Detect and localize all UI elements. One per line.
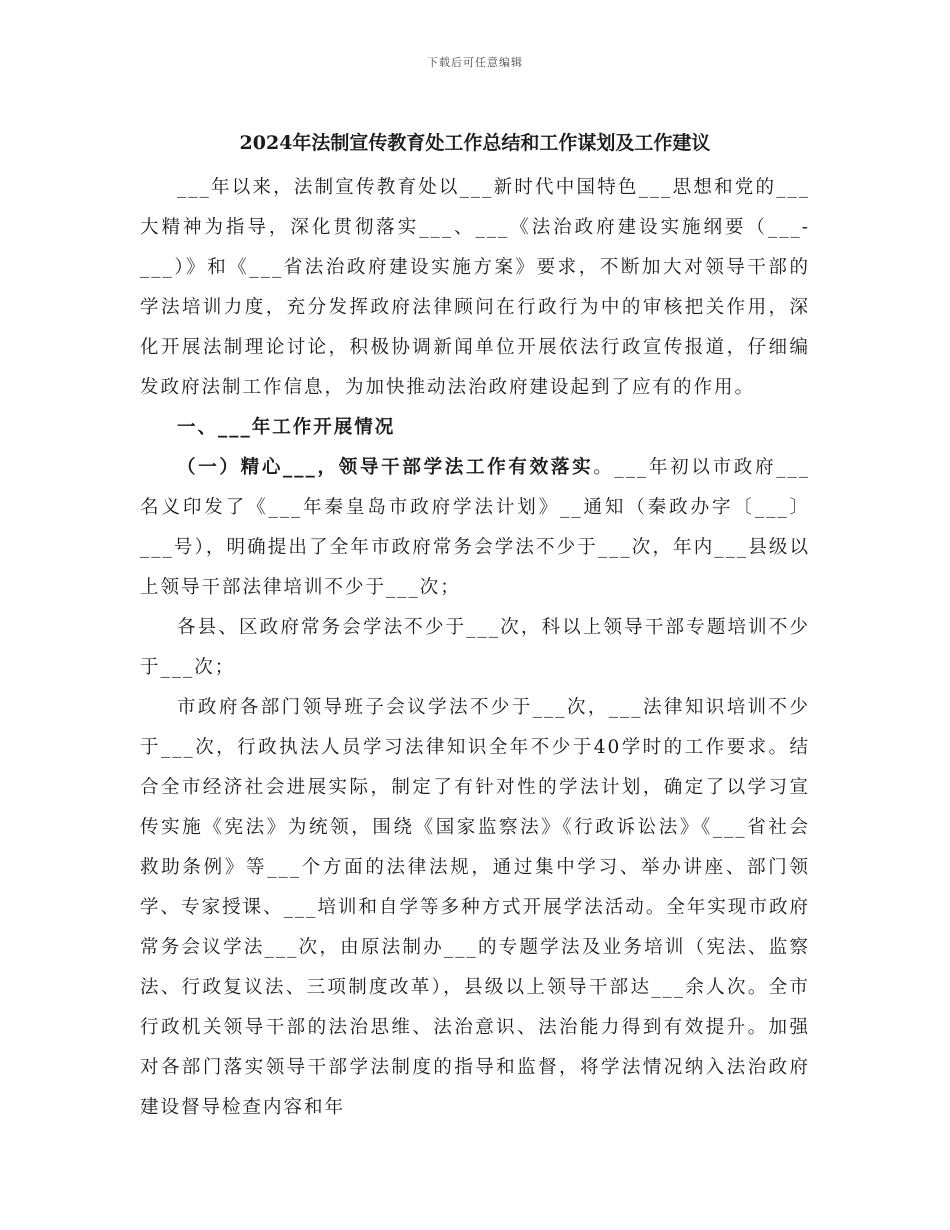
- subsection-lead: （一）精心___，领导干部学法工作有效落实: [177, 457, 594, 478]
- document-title: 2024年法制宣传教育处工作总结和工作谋划及工作建议: [239, 132, 711, 154]
- subsection-text: 。___年初以市政府___名义印发了《___年秦皇岛市政府学法计划》__通知（秦政办字〔___〕___号），明确提出了全年市政府常务会学法不少于___次，年内___县级以上领导干部法律培训不少于___次；: [140, 457, 810, 598]
- paragraph-county: 各县、区政府常务会学法不少于___次，科以上领导干部专题培训不少于___次；: [140, 617, 810, 678]
- paragraph-departments: 市政府各部门领导班子会议学法不少于___次，___法律知识培训不少于___次，行政执法人员学习法律知识全年不少于40学时的工作要求。结合全市经济社会进展实际，制定了有针对性的学法计划，确定了以学习宣传实施《宪法》为统领，围绕《国家监察法》《行政诉讼法》《___省社会救助条例》等___个方面的法律法规，通过集中学习、举办讲座、部门领学、专家授课、___培训和自学等多种方式开展学法活动。全年实现市政府常务会议学法___次，由原法制办___的专题学法及业务培训（宪法、监察法、行政复议法、三项制度改革），县级以上领导干部达___余人次。全市行政机关领导干部的法治思维、法治意识、法治能力得到有效提升。加强对各部门落实领导干部学法制度的指导和监督，将学法情况纳入法治政府建设督导检查内容和年: [140, 697, 810, 1118]
- document-body: [140, 168, 810, 1128]
- section-heading: 一、___年工作开展情况: [177, 417, 396, 438]
- paragraph-intro: ___年以来，法制宣传教育处以___新时代中国特色___思想和党的___大精神为指导，深化贯彻落实___、___《法治政府建设实施纲要（___-___）》和《___省法治政府建设实施方案》要求，不断加大对领导干部的学法培训力度，充分发挥政府法律顾问在行政行为中的审核把关作用，深化开展法制理论讨论，积极协调新闻单位开展依法行政宣传报道，仔细编发政府法制工作信息，为加快推动法治政府建设起到了应有的作用。: [140, 177, 810, 398]
- paragraph-subsection-1: [140, 448, 810, 608]
- page-header: 下载后可任意编辑: [427, 56, 523, 69]
